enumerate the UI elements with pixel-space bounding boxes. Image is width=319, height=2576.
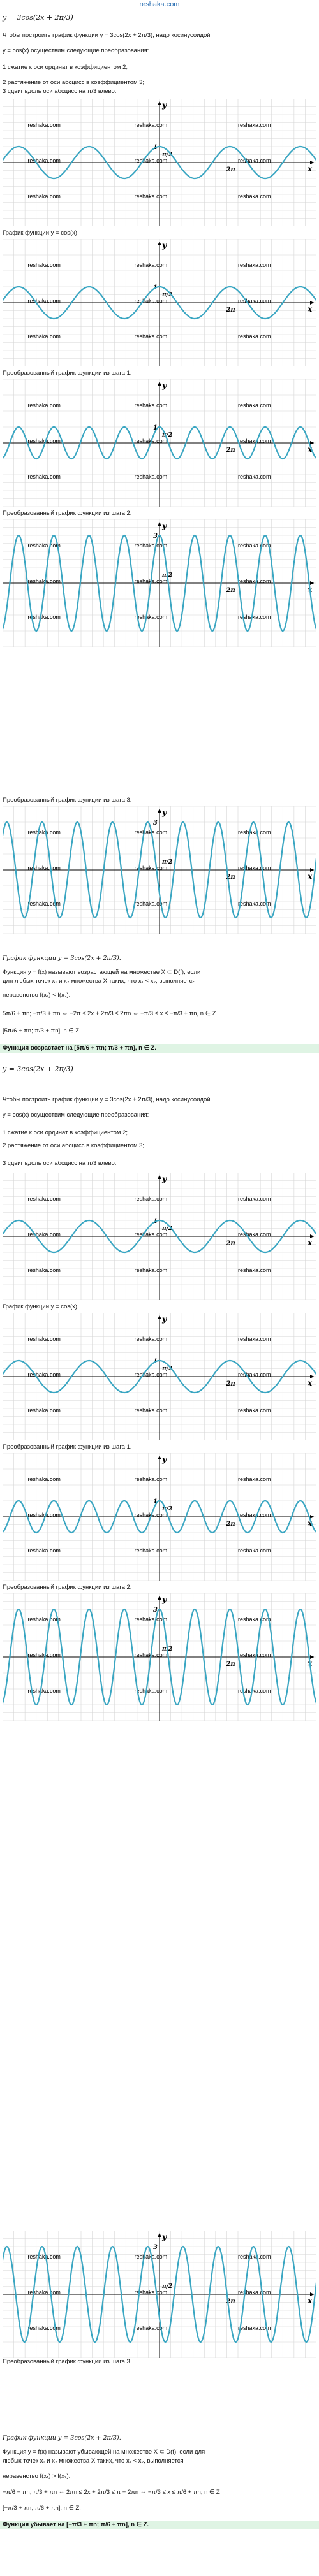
step-1-b: 1 сжатие к оси ординат в коэффициентом 2; bbox=[3, 1129, 128, 1136]
graph-svg bbox=[3, 1453, 316, 1581]
y-label: y bbox=[162, 381, 167, 390]
caption-step1-b: Преобразованный график функции из шага 1. bbox=[3, 1444, 132, 1451]
watermark: reshaka.com bbox=[27, 1407, 61, 1414]
y-label: y bbox=[162, 1175, 167, 1183]
y-arrow bbox=[158, 1175, 161, 1179]
watermark: reshaka.com bbox=[238, 402, 271, 409]
watermark: reshaka.com bbox=[27, 614, 61, 620]
watermark: reshaka.com bbox=[134, 578, 168, 584]
caption-cos-b: График функции y = cos(x). bbox=[3, 1303, 79, 1310]
watermark: reshaka.com bbox=[27, 542, 61, 549]
y-tick-label: 3 bbox=[153, 1607, 158, 1614]
watermark: reshaka.com bbox=[27, 1547, 61, 1554]
x-label: x bbox=[308, 2296, 313, 2305]
condition: 5π/6 + πn; −π/3 + πn ⇔ −2π ≤ 2x + 2π/3 ≤ 2πn ⇔ −π/3 ≤ x ≤ −π/3 + πn, n ∈ Z bbox=[3, 1010, 216, 1017]
watermark: reshaka.com bbox=[134, 298, 168, 304]
watermark: reshaka.com bbox=[238, 542, 271, 549]
watermark: reshaka.com bbox=[238, 2254, 271, 2260]
watermark: reshaka.com bbox=[238, 865, 271, 871]
watermark: reshaka.com bbox=[238, 474, 271, 480]
y-arrow bbox=[158, 809, 161, 813]
caption-step3: Преобразованный график функции из шага 3. bbox=[3, 797, 132, 804]
watermark: reshaka.com bbox=[27, 474, 61, 480]
y-arrow bbox=[158, 382, 161, 386]
watermark: reshaka.com bbox=[238, 1231, 271, 1238]
x-label: x bbox=[308, 1659, 313, 1668]
graph-svg bbox=[3, 1593, 316, 1721]
watermark: reshaka.com bbox=[27, 1652, 61, 1658]
watermark: reshaka.com bbox=[238, 1371, 271, 1378]
answer-text-b: Функция убывает на [−π/3 + πn; π/6 + πn], n ∈ Z. bbox=[3, 2521, 149, 2528]
two-pi-label: 2π bbox=[226, 1380, 235, 1387]
y-tick-label: 3 bbox=[153, 2244, 158, 2251]
watermark: reshaka.com bbox=[134, 829, 168, 836]
watermark: reshaka.com bbox=[134, 193, 168, 199]
watermark: reshaka.com bbox=[238, 262, 271, 268]
y-arrow bbox=[158, 1315, 161, 1319]
y-tick-label: 3 bbox=[153, 820, 158, 827]
watermark: reshaka.com bbox=[134, 1547, 168, 1554]
y-tick-label: 1 bbox=[153, 284, 158, 291]
condition-b: −π/6 + πn; π/3 + πn ⇔ 2πn ≤ 2x + 2π/3 ≤ π + 2πn ⇔ −π/3 ≤ x ≤ π/6 + πn, n ∈ Z bbox=[3, 2489, 220, 2496]
watermark: reshaka.com bbox=[238, 193, 271, 199]
y-tick-label: 1 bbox=[153, 1218, 158, 1225]
pi-half-label: π/2 bbox=[162, 1646, 173, 1653]
graph-svg bbox=[3, 519, 316, 647]
intro-text-b2: y = cos(x) осуществим следующие преобразования: bbox=[3, 1111, 149, 1118]
y-label: y bbox=[162, 808, 167, 817]
two-pi-label: 2π bbox=[226, 1661, 235, 1668]
watermark: reshaka.com bbox=[134, 2289, 168, 2296]
pi-half-label: π/2 bbox=[162, 2283, 173, 2290]
watermark: reshaka.com bbox=[27, 1231, 61, 1238]
graph-step1-b bbox=[3, 1453, 316, 1581]
two-pi-label: 2π bbox=[226, 587, 235, 594]
watermark: reshaka.com bbox=[134, 865, 168, 871]
site-header[interactable]: reshaka.com bbox=[139, 1, 180, 8]
watermark: reshaka.com bbox=[238, 1688, 271, 1694]
caption-step2: Преобразованный график функции из шага 2. bbox=[3, 510, 132, 517]
watermark: reshaka.com bbox=[134, 901, 168, 907]
x-label: x bbox=[308, 1238, 313, 1247]
watermark: reshaka.com bbox=[238, 1336, 271, 1342]
definition-2: для любых точек x₁ и x₂ множества X таких, что x₁ < x₂, выполняется bbox=[3, 978, 196, 985]
graph-svg bbox=[3, 1313, 316, 1440]
intro-text-b: Чтобы построить график функции y = 3cos(2x + 2π/3), надо косинусоидой bbox=[3, 1096, 211, 1103]
graph-svg bbox=[3, 806, 316, 934]
watermark: reshaka.com bbox=[238, 1512, 271, 1518]
y-label: y bbox=[162, 1595, 167, 1604]
watermark: reshaka.com bbox=[238, 2289, 271, 2296]
y-tick-label: 1 bbox=[153, 1498, 158, 1505]
x-label: x bbox=[308, 585, 313, 594]
watermark: reshaka.com bbox=[27, 157, 61, 164]
watermark: reshaka.com bbox=[27, 829, 61, 836]
watermark: reshaka.com bbox=[27, 193, 61, 199]
y-tick-label: 3 bbox=[153, 533, 158, 540]
watermark: reshaka.com bbox=[134, 122, 168, 128]
watermark: reshaka.com bbox=[134, 542, 168, 549]
caption-step3-b: Преобразованный график функции из шага 3. bbox=[3, 2358, 132, 2365]
watermark: reshaka.com bbox=[134, 474, 168, 480]
watermark: reshaka.com bbox=[27, 1371, 61, 1378]
watermark: reshaka.com bbox=[134, 438, 168, 444]
y-arrow bbox=[158, 242, 161, 245]
definition-1: Функция y = f(x) называют возрастающей на множестве X ⊂ D(f), если bbox=[3, 969, 201, 976]
watermark: reshaka.com bbox=[238, 438, 271, 444]
y-label: y bbox=[162, 1315, 167, 1324]
y-label: y bbox=[162, 241, 167, 250]
watermark: reshaka.com bbox=[238, 1196, 271, 1202]
watermark: reshaka.com bbox=[134, 2325, 168, 2331]
watermark: reshaka.com bbox=[238, 1407, 271, 1414]
watermark: reshaka.com bbox=[134, 614, 168, 620]
pi-half-label: π/2 bbox=[162, 1366, 173, 1372]
x-label: x bbox=[308, 1378, 313, 1387]
y-arrow bbox=[158, 1596, 161, 1600]
caption-cos: График функции y = cos(x). bbox=[3, 229, 79, 236]
y-arrow bbox=[158, 1456, 161, 1459]
watermark: reshaka.com bbox=[27, 333, 61, 340]
watermark: reshaka.com bbox=[238, 1652, 271, 1658]
watermark: reshaka.com bbox=[134, 1512, 168, 1518]
answer-text: Функция возрастает на [5π/6 + πn; π/3 + πn], n ∈ Z. bbox=[3, 1045, 156, 1052]
range-b: [−π/3 + πn; π/6 + πn], n ∈ Z. bbox=[3, 2505, 81, 2512]
definition-b1: Функция y = f(x) называют убывающей на множестве X ⊂ D(f), если для bbox=[3, 2449, 205, 2456]
graph-cos-b bbox=[3, 1173, 316, 1300]
watermark: reshaka.com bbox=[27, 1336, 61, 1342]
watermark: reshaka.com bbox=[238, 901, 271, 907]
x-label: x bbox=[308, 872, 313, 881]
watermark: reshaka.com bbox=[238, 157, 271, 164]
y-label: y bbox=[162, 1455, 167, 1464]
definition-b3: неравенство f(x₁) > f(x₂). bbox=[3, 2473, 71, 2480]
watermark: reshaka.com bbox=[134, 1652, 168, 1658]
two-pi-label: 2π bbox=[226, 447, 235, 454]
watermark: reshaka.com bbox=[27, 1267, 61, 1273]
two-pi-label: 2π bbox=[226, 1521, 235, 1528]
range: [5π/6 + πn; π/3 + πn], n ∈ Z. bbox=[3, 1027, 81, 1034]
pi-half-label: π/2 bbox=[162, 292, 173, 298]
watermark: reshaka.com bbox=[238, 614, 271, 620]
watermark: reshaka.com bbox=[134, 157, 168, 164]
two-pi-label: 2π bbox=[226, 307, 235, 314]
graph-svg bbox=[3, 239, 316, 366]
watermark: reshaka.com bbox=[238, 333, 271, 340]
watermark: reshaka.com bbox=[134, 333, 168, 340]
intro-text-2: y = cos(x) осуществим следующие преобразования: bbox=[3, 47, 149, 54]
formula-title: y = 3cos(2x + 2π/3) bbox=[3, 13, 73, 22]
watermark: reshaka.com bbox=[238, 1616, 271, 1623]
watermark: reshaka.com bbox=[134, 1267, 168, 1273]
watermark: reshaka.com bbox=[27, 578, 61, 584]
step-3-b: 3 сдвиг вдоль оси абсцисс на π/3 влево. bbox=[3, 1160, 117, 1167]
watermark: reshaka.com bbox=[134, 1196, 168, 1202]
watermark: reshaka.com bbox=[27, 262, 61, 268]
watermark: reshaka.com bbox=[238, 1547, 271, 1554]
two-pi-label: 2π bbox=[226, 2298, 235, 2305]
caption-final: График функции y = 3cos(2x + 2π/3). bbox=[3, 955, 121, 962]
watermark: reshaka.com bbox=[238, 122, 271, 128]
watermark: reshaka.com bbox=[134, 402, 168, 409]
graph-step3 bbox=[3, 806, 316, 934]
watermark: reshaka.com bbox=[238, 578, 271, 584]
graph-svg bbox=[3, 2231, 316, 2358]
y-arrow bbox=[158, 522, 161, 526]
watermark: reshaka.com bbox=[134, 1336, 168, 1342]
two-pi-label: 2π bbox=[226, 874, 235, 881]
x-label: x bbox=[308, 305, 313, 314]
pi-half-label: π/2 bbox=[162, 572, 173, 579]
watermark: reshaka.com bbox=[238, 829, 271, 836]
watermark: reshaka.com bbox=[27, 1688, 61, 1694]
watermark: reshaka.com bbox=[134, 1231, 168, 1238]
step-2: 2 растяжение от оси абсцисс в коэффициентом 3; bbox=[3, 79, 145, 86]
caption-final-b: График функции y = 3cos(2x + 2π/3). bbox=[3, 2435, 121, 2442]
graph-step2 bbox=[3, 519, 316, 647]
y-label: y bbox=[162, 521, 167, 530]
y-tick-label: 1 bbox=[153, 424, 158, 431]
y-arrow bbox=[158, 101, 161, 105]
graph-svg bbox=[3, 379, 316, 507]
graph-cos bbox=[3, 99, 316, 226]
step-2-b: 2 растяжение от оси абсцисс в коэффициентом 3; bbox=[3, 1142, 145, 1149]
watermark: reshaka.com bbox=[27, 2325, 61, 2331]
step-3: 3 сдвиг вдоль оси абсцисс на π/3 влево. bbox=[3, 88, 117, 95]
watermark: reshaka.com bbox=[27, 2254, 61, 2260]
watermark: reshaka.com bbox=[27, 901, 61, 907]
watermark: reshaka.com bbox=[134, 2254, 168, 2260]
two-pi-label: 2π bbox=[226, 1240, 235, 1247]
watermark: reshaka.com bbox=[27, 1616, 61, 1623]
y-label: y bbox=[162, 2232, 167, 2241]
caption-step1: Преобразованный график функции из шага 1. bbox=[3, 370, 132, 377]
watermark: reshaka.com bbox=[238, 1476, 271, 1482]
watermark: reshaka.com bbox=[134, 1476, 168, 1482]
intro-text: Чтобы построить график функции y = 3cos(2x + 2π/3), надо косинусоидой bbox=[3, 32, 211, 39]
graph-step3-b bbox=[3, 2231, 316, 2358]
two-pi-label: 2π bbox=[226, 166, 235, 173]
formula-title-2: y = 3cos(2x + 2π/3) bbox=[3, 1065, 73, 1073]
definition-b2: любых точек x₁ и x₂ множества X таких, что x₁ < x₂, выполняется bbox=[3, 2457, 184, 2464]
watermark: reshaka.com bbox=[27, 2289, 61, 2296]
pi-half-label: π/2 bbox=[162, 859, 173, 865]
graph-cos-b-repeat bbox=[3, 1313, 316, 1440]
graph-svg bbox=[3, 1173, 316, 1300]
watermark: reshaka.com bbox=[27, 1196, 61, 1202]
watermark: reshaka.com bbox=[238, 2325, 271, 2331]
x-label: x bbox=[308, 445, 313, 454]
pi-half-label: π/2 bbox=[162, 152, 173, 158]
x-label: x bbox=[308, 164, 313, 173]
watermark: reshaka.com bbox=[134, 1371, 168, 1378]
watermark: reshaka.com bbox=[134, 1616, 168, 1623]
y-label: y bbox=[162, 101, 167, 110]
watermark: reshaka.com bbox=[27, 298, 61, 304]
graph-svg bbox=[3, 99, 316, 226]
graph-step2-b bbox=[3, 1593, 316, 1721]
y-arrow bbox=[158, 2233, 161, 2237]
watermark: reshaka.com bbox=[134, 1688, 168, 1694]
pi-half-label: π/2 bbox=[162, 1506, 173, 1512]
watermark: reshaka.com bbox=[134, 1407, 168, 1414]
pi-half-label: π/2 bbox=[162, 432, 173, 438]
watermark: reshaka.com bbox=[27, 122, 61, 128]
watermark: reshaka.com bbox=[134, 262, 168, 268]
watermark: reshaka.com bbox=[27, 865, 61, 871]
watermark: reshaka.com bbox=[27, 1476, 61, 1482]
watermark: reshaka.com bbox=[238, 298, 271, 304]
y-tick-label: 1 bbox=[153, 144, 158, 151]
y-tick-label: 1 bbox=[153, 1358, 158, 1365]
definition-3: неравенство f(x₁) < f(x₂). bbox=[3, 992, 71, 999]
graph-cos-repeat bbox=[3, 239, 316, 366]
watermark: reshaka.com bbox=[238, 1267, 271, 1273]
watermark: reshaka.com bbox=[27, 402, 61, 409]
watermark: reshaka.com bbox=[27, 1512, 61, 1518]
x-label: x bbox=[308, 1519, 313, 1528]
watermark: reshaka.com bbox=[27, 438, 61, 444]
pi-half-label: π/2 bbox=[162, 1226, 173, 1232]
step-1: 1 сжатие к оси ординат в коэффициентом 2; bbox=[3, 64, 128, 71]
caption-step2-b: Преобразованный график функции из шага 2. bbox=[3, 1584, 132, 1591]
graph-step1 bbox=[3, 379, 316, 507]
